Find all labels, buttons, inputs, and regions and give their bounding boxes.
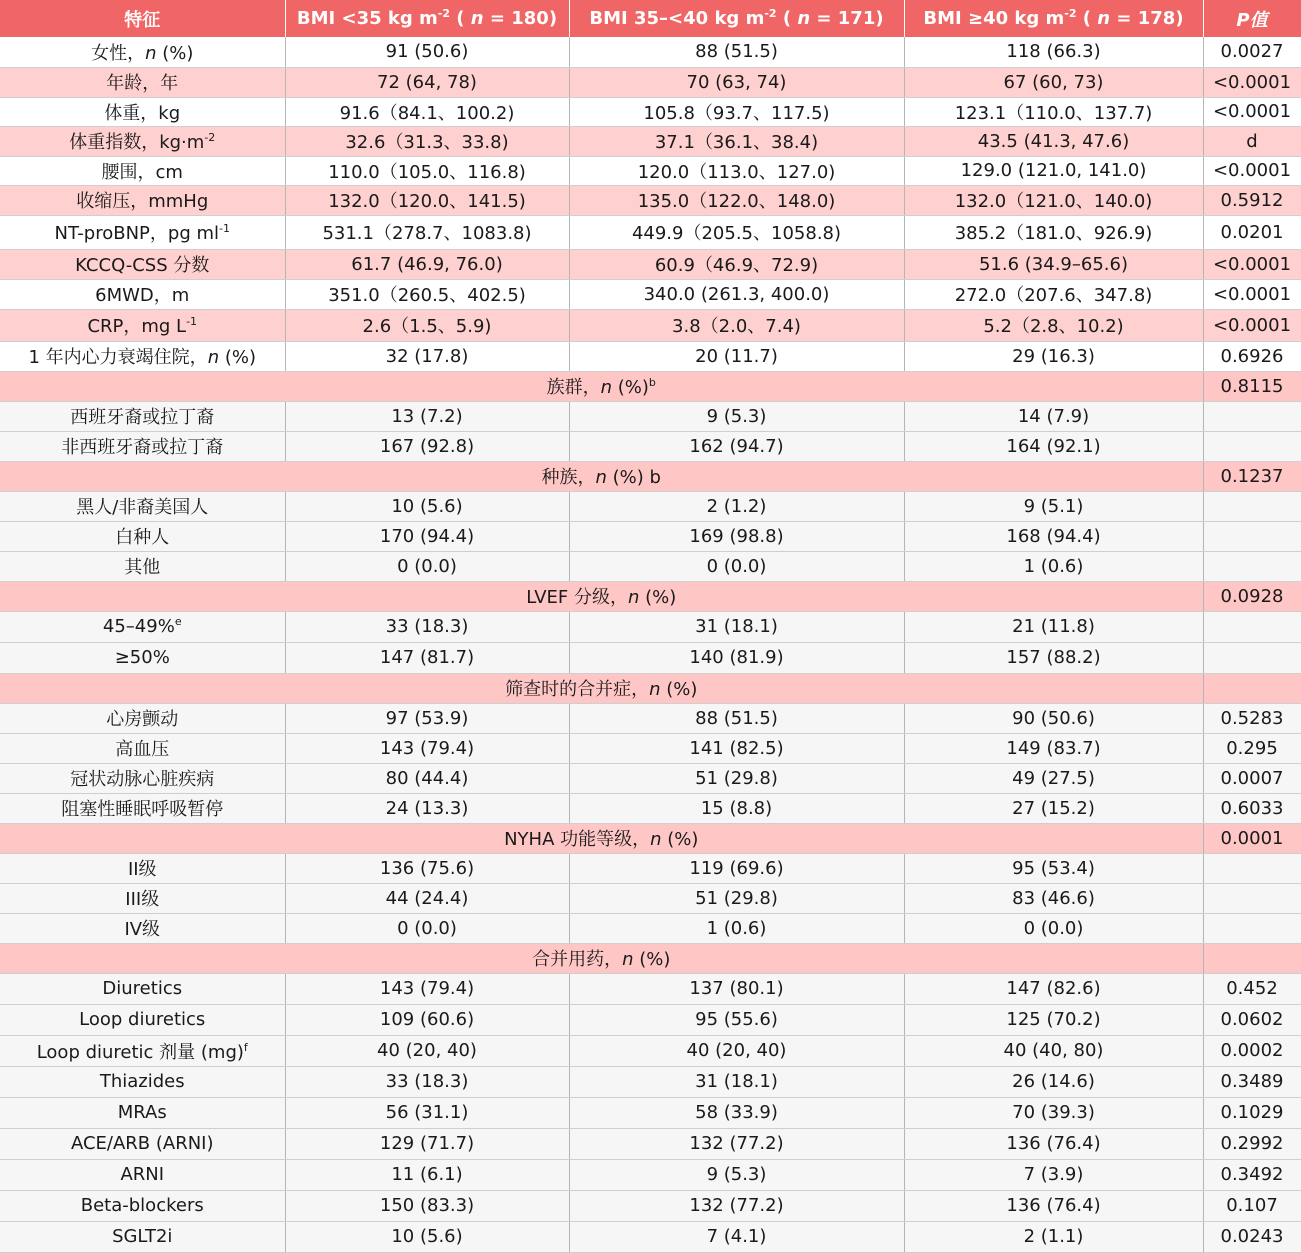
table-row bbox=[0, 309, 1301, 341]
row-label: 女性，n (%) bbox=[0, 37, 285, 67]
header-bmi-lt35: BMI <35 kg $m^{-2}$ ( n = 180) bbox=[285, 0, 569, 37]
table-row bbox=[0, 215, 1301, 249]
row-label: 心房颤动 bbox=[0, 703, 285, 733]
row-label: Beta-blockers bbox=[0, 1190, 285, 1221]
table-row bbox=[0, 1097, 1301, 1128]
cell-p-value: <0.0001 bbox=[1203, 67, 1301, 97]
cell-bmi-ge40: 2 (1.1) bbox=[904, 1221, 1203, 1252]
row-label: 体重指数，$kg\cdot m^{-2}$ bbox=[0, 126, 285, 156]
row-label: IV级 bbox=[0, 913, 285, 943]
cell-bmi-lt35: 91 (50.6) bbox=[285, 37, 569, 67]
cell-bmi-35-40: 51 (29.8) bbox=[569, 883, 904, 913]
cell-bmi-35-40: 169 (98.8) bbox=[569, 521, 904, 551]
table-row bbox=[0, 763, 1301, 793]
cell-bmi-ge40: 67 (60, 73) bbox=[904, 67, 1203, 97]
cell-p-value: 0.0007 bbox=[1203, 763, 1301, 793]
cell-p-value: 0.0002 bbox=[1203, 1035, 1301, 1066]
cell-bmi-35-40: 1 (0.6) bbox=[569, 913, 904, 943]
cell-bmi-ge40: 132.0（121.0、140.0) bbox=[904, 185, 1203, 215]
cell-p-value: 0.3489 bbox=[1203, 1066, 1301, 1097]
cell-p-value: <0.0001 bbox=[1203, 156, 1301, 185]
cell-bmi-lt35: 10 (5.6) bbox=[285, 491, 569, 521]
row-label: Thiazides bbox=[0, 1066, 285, 1097]
cell-bmi-ge40: 49 (27.5) bbox=[904, 763, 1203, 793]
cell-p-value: <0.0001 bbox=[1203, 97, 1301, 126]
row-label: ARNI bbox=[0, 1159, 285, 1190]
cell-p-value: <0.0001 bbox=[1203, 279, 1301, 309]
cell-bmi-35-40: 340.0 (261.3, 400.0) bbox=[569, 279, 904, 309]
cell-bmi-35-40: 132 (77.2) bbox=[569, 1190, 904, 1221]
cell-p-value bbox=[1203, 431, 1301, 461]
cell-bmi-35-40: 9 (5.3) bbox=[569, 1159, 904, 1190]
cell-bmi-ge40: 43.5 (41.3, 47.6) bbox=[904, 126, 1203, 156]
row-label: ≥50% bbox=[0, 642, 285, 673]
table-row bbox=[0, 401, 1301, 431]
cell-bmi-ge40: 164 (92.1) bbox=[904, 431, 1203, 461]
table-row bbox=[0, 611, 1301, 642]
cell-bmi-lt35: 13 (7.2) bbox=[285, 401, 569, 431]
cell-bmi-35-40: 60.9（46.9、72.9) bbox=[569, 249, 904, 279]
cell-bmi-ge40: 9 (5.1) bbox=[904, 491, 1203, 521]
table-row bbox=[0, 279, 1301, 309]
cell-bmi-ge40: 51.6 (34.9–65.6) bbox=[904, 249, 1203, 279]
cell-bmi-lt35: 33 (18.3) bbox=[285, 611, 569, 642]
cell-p-value: 0.0602 bbox=[1203, 1004, 1301, 1035]
cell-bmi-35-40: 140 (81.9) bbox=[569, 642, 904, 673]
cell-bmi-ge40: 5.2（2.8、10.2) bbox=[904, 309, 1203, 341]
header-bmi-ge40-label: BMI ≥40 kg m bbox=[923, 8, 1065, 29]
cell-bmi-lt35: 129 (71.7) bbox=[285, 1128, 569, 1159]
cell-bmi-35-40: 37.1（36.1、38.4) bbox=[569, 126, 904, 156]
row-label: 体重，kg bbox=[0, 97, 285, 126]
table-row bbox=[0, 853, 1301, 883]
row-label: MRAs bbox=[0, 1097, 285, 1128]
cell-bmi-lt35: 11 (6.1) bbox=[285, 1159, 569, 1190]
row-label: NT-proBNP，pg $ml^{-1}$ bbox=[0, 215, 285, 249]
table-row bbox=[0, 793, 1301, 823]
cell-bmi-ge40: 29 (16.3) bbox=[904, 341, 1203, 371]
cell-p-value: 0.0201 bbox=[1203, 215, 1301, 249]
cell-bmi-lt35: 0 (0.0) bbox=[285, 913, 569, 943]
header-bmi-ge40: BMI ≥40 kg $m^{-2}$ ( n = 178) bbox=[904, 0, 1203, 37]
cell-bmi-35-40: 20 (11.7) bbox=[569, 341, 904, 371]
row-label: 黑人/非裔美国人 bbox=[0, 491, 285, 521]
cell-bmi-ge40: 1 (0.6) bbox=[904, 551, 1203, 581]
cell-bmi-35-40: 119 (69.6) bbox=[569, 853, 904, 883]
cell-bmi-ge40: 136 (76.4) bbox=[904, 1128, 1203, 1159]
cell-bmi-35-40: 70 (63, 74) bbox=[569, 67, 904, 97]
row-label: ACE/ARB (ARNI) bbox=[0, 1128, 285, 1159]
section-p-value: 0.8115 bbox=[1203, 371, 1301, 401]
cell-bmi-lt35: 56 (31.1) bbox=[285, 1097, 569, 1128]
table-row bbox=[0, 521, 1301, 551]
header-row bbox=[0, 0, 1301, 37]
cell-bmi-35-40: 141 (82.5) bbox=[569, 733, 904, 763]
table-row bbox=[0, 1066, 1301, 1097]
cell-p-value: 0.0243 bbox=[1203, 1221, 1301, 1252]
cell-bmi-ge40: 90 (50.6) bbox=[904, 703, 1203, 733]
row-label: 阻塞性睡眠呼吸暂停 bbox=[0, 793, 285, 823]
cell-bmi-lt35: 110.0（105.0、116.8) bbox=[285, 156, 569, 185]
cell-bmi-ge40: 27 (15.2) bbox=[904, 793, 1203, 823]
row-label: 冠状动脉心脏疾病 bbox=[0, 763, 285, 793]
cell-bmi-ge40: 129.0 (121.0, 141.0) bbox=[904, 156, 1203, 185]
row-label: Loop diuretic 剂量 (mg)$^f$ bbox=[0, 1035, 285, 1066]
section-title: 族群，n (%)$^b$ bbox=[0, 371, 1203, 401]
table-row bbox=[0, 1159, 1301, 1190]
cell-bmi-35-40: 88 (51.5) bbox=[569, 37, 904, 67]
cell-bmi-ge40: 123.1（110.0、137.7) bbox=[904, 97, 1203, 126]
cell-p-value: 0.295 bbox=[1203, 733, 1301, 763]
header-bmi-35-40-label: BMI 35–<40 kg m bbox=[589, 8, 765, 29]
cell-p-value: 0.2992 bbox=[1203, 1128, 1301, 1159]
cell-bmi-ge40: 385.2（181.0、926.9) bbox=[904, 215, 1203, 249]
cell-bmi-ge40: 157 (88.2) bbox=[904, 642, 1203, 673]
cell-bmi-lt35: 32 (17.8) bbox=[285, 341, 569, 371]
cell-bmi-lt35: 170 (94.4) bbox=[285, 521, 569, 551]
section-header-row bbox=[0, 823, 1301, 853]
cell-bmi-lt35: 132.0（120.0、141.5) bbox=[285, 185, 569, 215]
cell-bmi-35-40: 162 (94.7) bbox=[569, 431, 904, 461]
section-title: 筛查时的合并症，n (%) bbox=[0, 673, 1203, 703]
cell-bmi-lt35: 72 (64, 78) bbox=[285, 67, 569, 97]
row-label: 1 年内心力衰竭住院，n (%) bbox=[0, 341, 285, 371]
cell-bmi-ge40: 14 (7.9) bbox=[904, 401, 1203, 431]
cell-p-value: d bbox=[1203, 126, 1301, 156]
cell-bmi-35-40: 58 (33.9) bbox=[569, 1097, 904, 1128]
table-row bbox=[0, 1128, 1301, 1159]
table-row bbox=[0, 733, 1301, 763]
cell-bmi-ge40: 21 (11.8) bbox=[904, 611, 1203, 642]
header-feature: 特征 bbox=[0, 0, 285, 37]
cell-p-value bbox=[1203, 611, 1301, 642]
section-header-row bbox=[0, 943, 1301, 973]
cell-bmi-ge40: 83 (46.6) bbox=[904, 883, 1203, 913]
table-row bbox=[0, 883, 1301, 913]
table-row bbox=[0, 491, 1301, 521]
row-label: Loop diuretics bbox=[0, 1004, 285, 1035]
cell-bmi-lt35: 61.7 (46.9, 76.0) bbox=[285, 249, 569, 279]
cell-p-value: 0.5912 bbox=[1203, 185, 1301, 215]
row-label: 西班牙裔或拉丁裔 bbox=[0, 401, 285, 431]
table-row bbox=[0, 185, 1301, 215]
cell-bmi-lt35: 143 (79.4) bbox=[285, 733, 569, 763]
cell-bmi-ge40: 168 (94.4) bbox=[904, 521, 1203, 551]
cell-bmi-lt35: 80 (44.4) bbox=[285, 763, 569, 793]
cell-bmi-ge40: 70 (39.3) bbox=[904, 1097, 1203, 1128]
row-label: 高血压 bbox=[0, 733, 285, 763]
cell-bmi-lt35: 2.6（1.5、5.9) bbox=[285, 309, 569, 341]
cell-bmi-lt35: 109 (60.6) bbox=[285, 1004, 569, 1035]
cell-bmi-ge40: 147 (82.6) bbox=[904, 973, 1203, 1004]
section-title: 种族，n (%) b bbox=[0, 461, 1203, 491]
cell-bmi-ge40: 40 (40, 80) bbox=[904, 1035, 1203, 1066]
cell-bmi-35-40: 2 (1.2) bbox=[569, 491, 904, 521]
row-label: III级 bbox=[0, 883, 285, 913]
row-label: 白种人 bbox=[0, 521, 285, 551]
cell-p-value: 0.6033 bbox=[1203, 793, 1301, 823]
cell-bmi-lt35: 10 (5.6) bbox=[285, 1221, 569, 1252]
cell-p-value: <0.0001 bbox=[1203, 309, 1301, 341]
cell-bmi-35-40: 0 (0.0) bbox=[569, 551, 904, 581]
cell-bmi-35-40: 105.8（93.7、117.5) bbox=[569, 97, 904, 126]
table-row bbox=[0, 1221, 1301, 1252]
table-row bbox=[0, 67, 1301, 97]
cell-bmi-lt35: 147 (81.7) bbox=[285, 642, 569, 673]
row-label: 收缩压，mmHg bbox=[0, 185, 285, 215]
table-row bbox=[0, 642, 1301, 673]
table-row bbox=[0, 551, 1301, 581]
section-title: LVEF 分级，n (%) bbox=[0, 581, 1203, 611]
header-bmi-35-40: BMI 35–<40 kg $m^{-2}$ ( n = 171) bbox=[569, 0, 904, 37]
cell-bmi-35-40: 88 (51.5) bbox=[569, 703, 904, 733]
cell-p-value bbox=[1203, 551, 1301, 581]
row-label: 45–49%$^e$ bbox=[0, 611, 285, 642]
cell-p-value: <0.0001 bbox=[1203, 249, 1301, 279]
table-row bbox=[0, 1190, 1301, 1221]
cell-bmi-lt35: 97 (53.9) bbox=[285, 703, 569, 733]
cell-bmi-lt35: 351.0（260.5、402.5) bbox=[285, 279, 569, 309]
cell-bmi-35-40: 31 (18.1) bbox=[569, 611, 904, 642]
cell-bmi-35-40: 132 (77.2) bbox=[569, 1128, 904, 1159]
cell-p-value bbox=[1203, 521, 1301, 551]
header-bmi-lt35-label: BMI <35 kg m bbox=[296, 8, 438, 29]
cell-p-value bbox=[1203, 853, 1301, 883]
table-row bbox=[0, 913, 1301, 943]
table-row bbox=[0, 37, 1301, 67]
section-p-value bbox=[1203, 673, 1301, 703]
cell-bmi-lt35: 40 (20, 40) bbox=[285, 1035, 569, 1066]
table-row bbox=[0, 703, 1301, 733]
cell-p-value bbox=[1203, 883, 1301, 913]
table-row bbox=[0, 431, 1301, 461]
cell-bmi-ge40: 0 (0.0) bbox=[904, 913, 1203, 943]
cell-bmi-lt35: 33 (18.3) bbox=[285, 1066, 569, 1097]
section-header-row bbox=[0, 673, 1301, 703]
section-header-row bbox=[0, 461, 1301, 491]
row-label: 6MWD，m bbox=[0, 279, 285, 309]
section-p-value bbox=[1203, 943, 1301, 973]
row-label: 非西班牙裔或拉丁裔 bbox=[0, 431, 285, 461]
row-label: Diuretics bbox=[0, 973, 285, 1004]
cell-bmi-ge40: 149 (83.7) bbox=[904, 733, 1203, 763]
cell-bmi-35-40: 449.9（205.5、1058.8) bbox=[569, 215, 904, 249]
cell-p-value: 0.6926 bbox=[1203, 341, 1301, 371]
cell-bmi-lt35: 0 (0.0) bbox=[285, 551, 569, 581]
cell-bmi-35-40: 51 (29.8) bbox=[569, 763, 904, 793]
cell-p-value: 0.5283 bbox=[1203, 703, 1301, 733]
table-body bbox=[0, 37, 1301, 1252]
header-p-value: P值 bbox=[1203, 0, 1301, 37]
cell-bmi-35-40: 31 (18.1) bbox=[569, 1066, 904, 1097]
cell-p-value: 0.452 bbox=[1203, 973, 1301, 1004]
row-label: II级 bbox=[0, 853, 285, 883]
row-label: KCCQ-CSS 分数 bbox=[0, 249, 285, 279]
cell-bmi-lt35: 150 (83.3) bbox=[285, 1190, 569, 1221]
table-row bbox=[0, 249, 1301, 279]
section-title: NYHA 功能等级，n (%) bbox=[0, 823, 1203, 853]
table-row bbox=[0, 1035, 1301, 1066]
section-header-row bbox=[0, 371, 1301, 401]
cell-bmi-lt35: 32.6（31.3、33.8) bbox=[285, 126, 569, 156]
row-label: 腰围，cm bbox=[0, 156, 285, 185]
cell-bmi-ge40: 272.0（207.6、347.8) bbox=[904, 279, 1203, 309]
cell-bmi-35-40: 95 (55.6) bbox=[569, 1004, 904, 1035]
cell-bmi-ge40: 136 (76.4) bbox=[904, 1190, 1203, 1221]
cell-bmi-ge40: 118 (66.3) bbox=[904, 37, 1203, 67]
cell-bmi-lt35: 136 (75.6) bbox=[285, 853, 569, 883]
cell-bmi-35-40: 15 (8.8) bbox=[569, 793, 904, 823]
table-row bbox=[0, 341, 1301, 371]
table-row bbox=[0, 97, 1301, 126]
section-p-value: 0.1237 bbox=[1203, 461, 1301, 491]
row-label: CRP，mg $L^{-1}$ bbox=[0, 309, 285, 341]
cell-p-value bbox=[1203, 913, 1301, 943]
cell-bmi-ge40: 95 (53.4) bbox=[904, 853, 1203, 883]
cell-bmi-ge40: 125 (70.2) bbox=[904, 1004, 1203, 1035]
row-label: SGLT2i bbox=[0, 1221, 285, 1252]
cell-bmi-35-40: 3.8（2.0、7.4) bbox=[569, 309, 904, 341]
table-row bbox=[0, 973, 1301, 1004]
cell-p-value: 0.1029 bbox=[1203, 1097, 1301, 1128]
section-p-value: 0.0928 bbox=[1203, 581, 1301, 611]
cell-p-value: 0.107 bbox=[1203, 1190, 1301, 1221]
cell-bmi-35-40: 40 (20, 40) bbox=[569, 1035, 904, 1066]
section-header-row bbox=[0, 581, 1301, 611]
cell-p-value: 0.3492 bbox=[1203, 1159, 1301, 1190]
cell-p-value bbox=[1203, 401, 1301, 431]
cell-bmi-lt35: 44 (24.4) bbox=[285, 883, 569, 913]
cell-bmi-lt35: 24 (13.3) bbox=[285, 793, 569, 823]
cell-bmi-lt35: 531.1（278.7、1083.8) bbox=[285, 215, 569, 249]
cell-bmi-35-40: 9 (5.3) bbox=[569, 401, 904, 431]
cell-bmi-lt35: 143 (79.4) bbox=[285, 973, 569, 1004]
row-label: 年龄，年 bbox=[0, 67, 285, 97]
cell-bmi-lt35: 167 (92.8) bbox=[285, 431, 569, 461]
row-label: 其他 bbox=[0, 551, 285, 581]
section-p-value: 0.0001 bbox=[1203, 823, 1301, 853]
cell-p-value bbox=[1203, 491, 1301, 521]
cell-bmi-35-40: 120.0（113.0、127.0) bbox=[569, 156, 904, 185]
cell-p-value bbox=[1203, 642, 1301, 673]
cell-bmi-35-40: 137 (80.1) bbox=[569, 973, 904, 1004]
cell-bmi-lt35: 91.6（84.1、100.2) bbox=[285, 97, 569, 126]
section-title: 合并用药，n (%) bbox=[0, 943, 1203, 973]
cell-bmi-35-40: 7 (4.1) bbox=[569, 1221, 904, 1252]
cell-bmi-ge40: 26 (14.6) bbox=[904, 1066, 1203, 1097]
cell-p-value: 0.0027 bbox=[1203, 37, 1301, 67]
table-row bbox=[0, 1004, 1301, 1035]
table-row bbox=[0, 156, 1301, 185]
cell-bmi-35-40: 135.0（122.0、148.0) bbox=[569, 185, 904, 215]
cell-bmi-ge40: 7 (3.9) bbox=[904, 1159, 1203, 1190]
table-row bbox=[0, 126, 1301, 156]
